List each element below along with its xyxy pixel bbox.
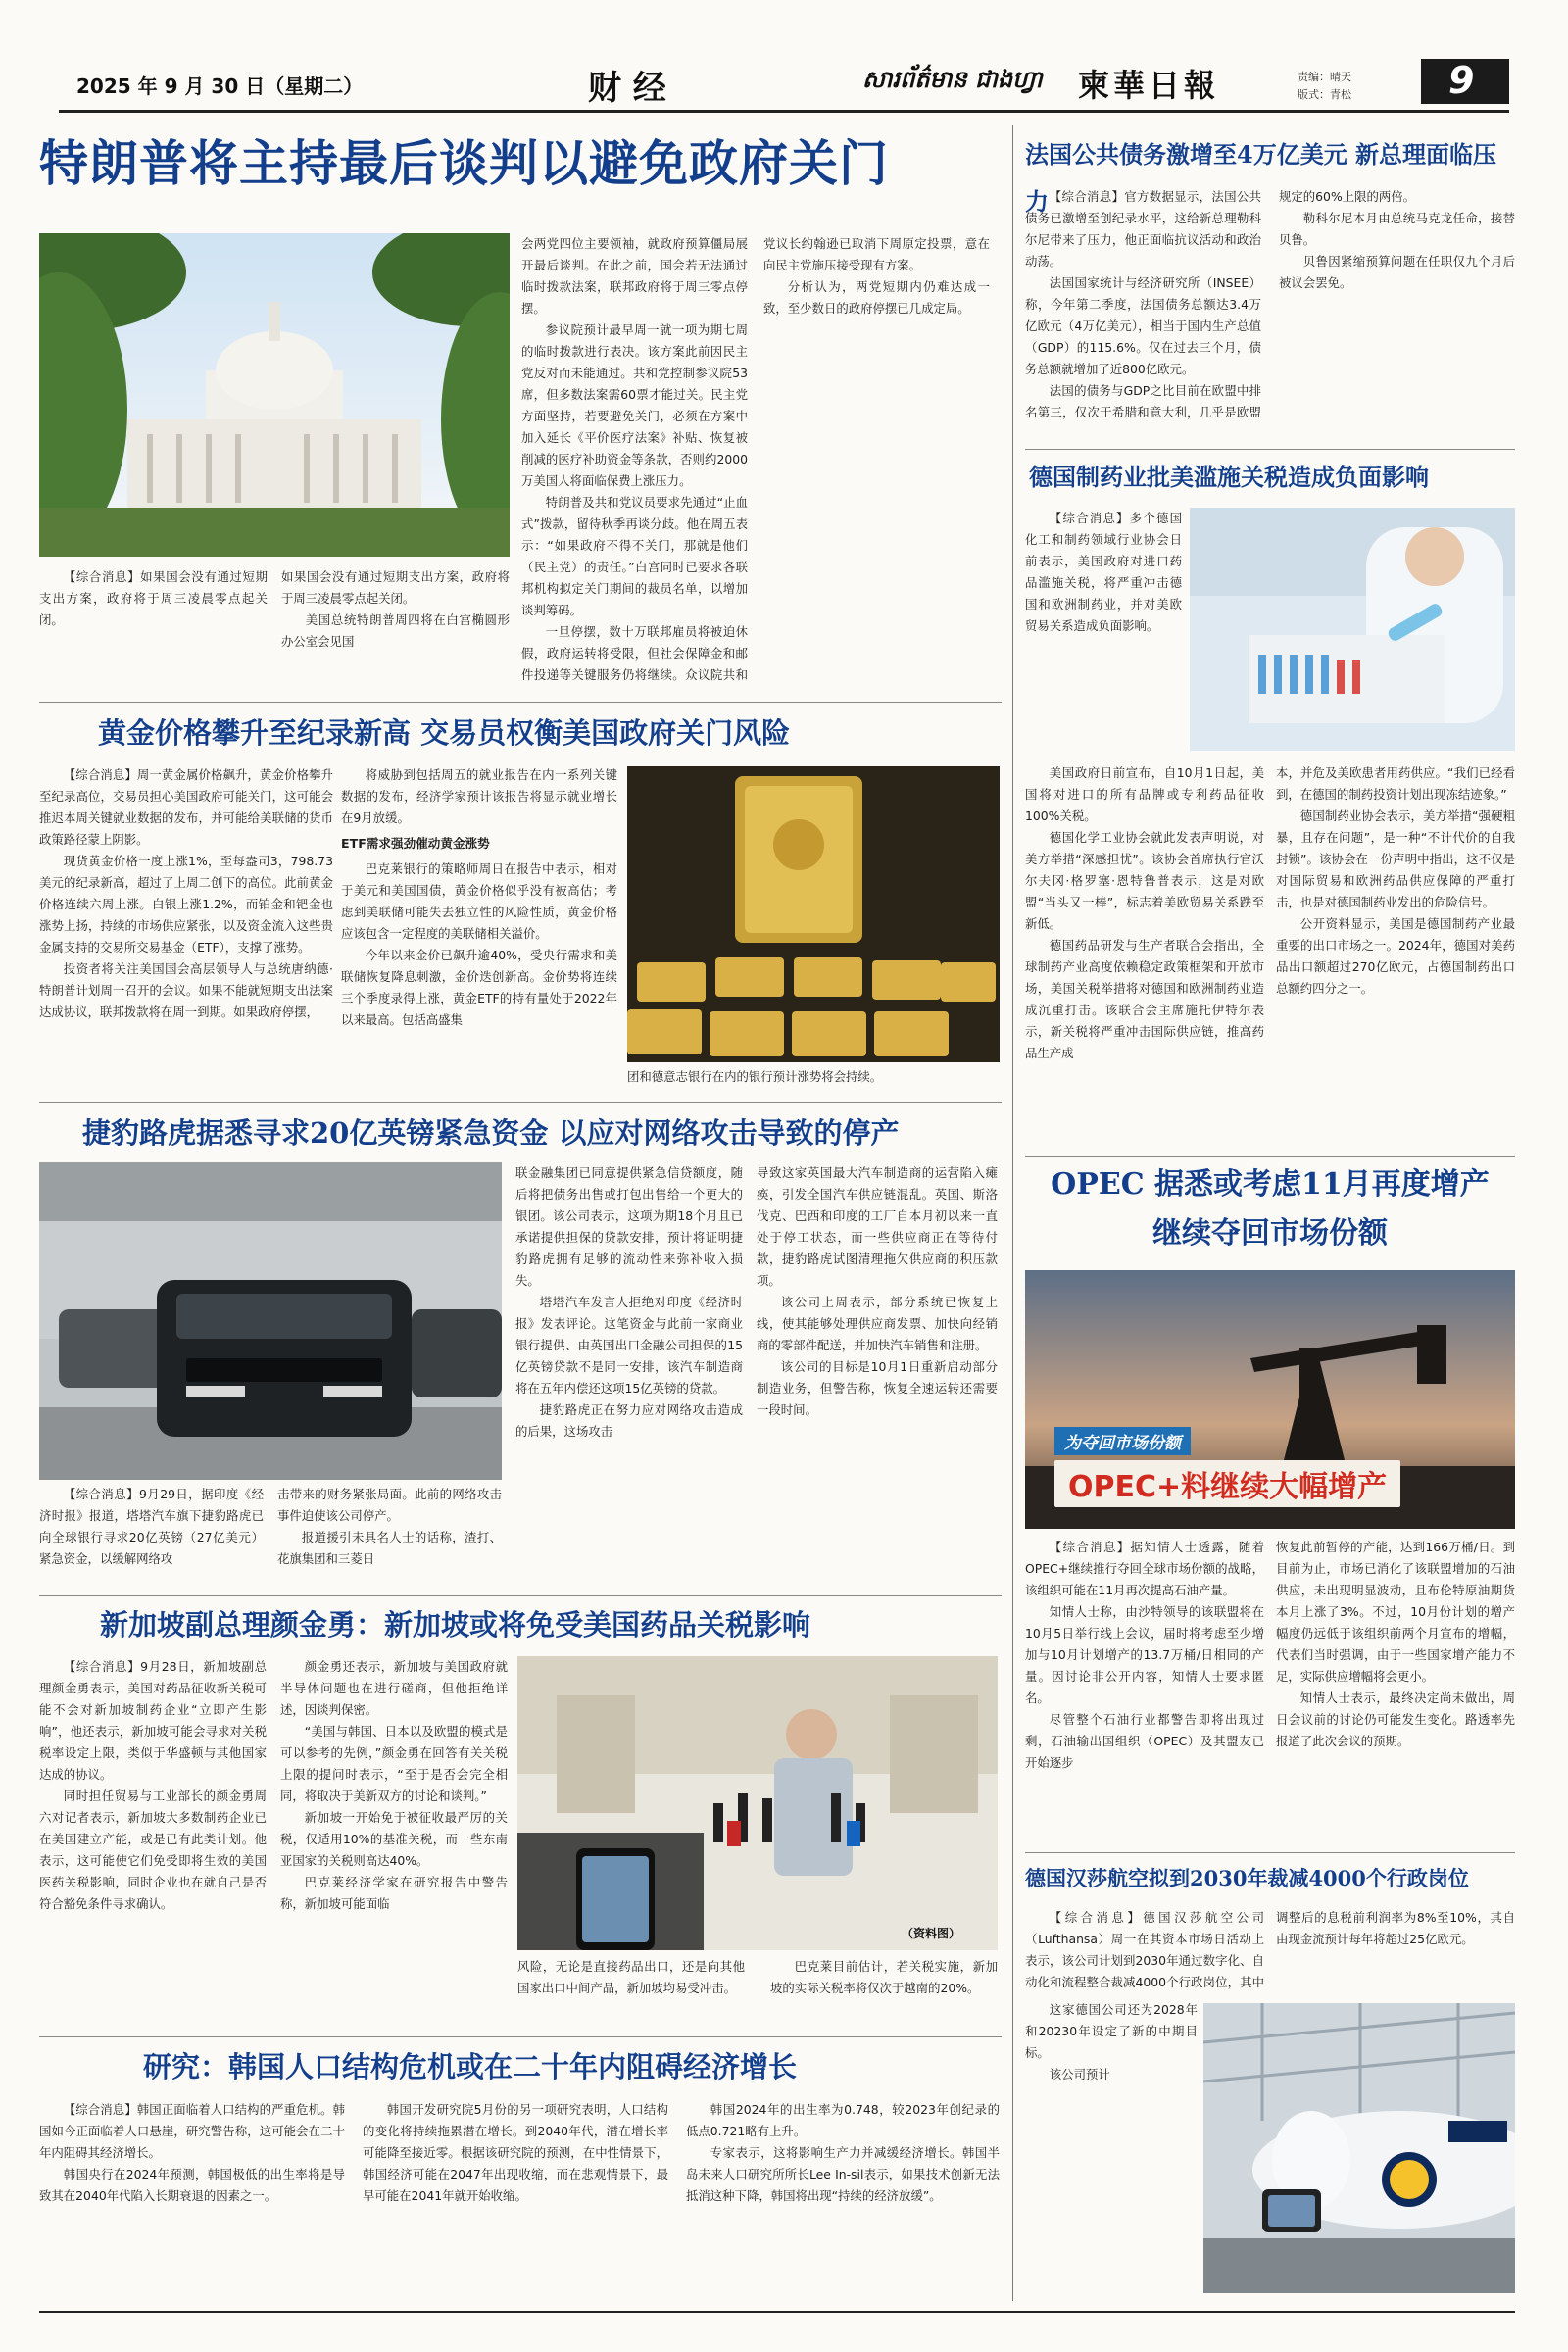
- paragraph: 知情人士表示，最终决定尚未做出，周日会议前的讨论仍可能发生变化。路透率先报道了此次会议的预期。: [1276, 1690, 1515, 1748]
- paragraph: 如果国会没有通过短期支出方案，政府将于周三凌晨零点起关闭。: [281, 569, 510, 606]
- paragraph: 专家表示，这将影响生产力并减缓经济增长。韩国半岛未来人口研究所所长Lee In-sil表示，如果技术创新无法抵消这种下降，韩国将出现“持续的经济放缓”。: [686, 2145, 1000, 2203]
- divider: [39, 2036, 1002, 2037]
- paragraph: 【综合消息】官方数据显示，法国公共债务已激增至创纪录水平，这给新总理勒科尔尼带来了压力，他正面临抗议活动和政治动荡。: [1025, 189, 1261, 269]
- editor-credit: 责编：晴天: [1298, 71, 1351, 83]
- lufthansa-plane-photo: [1203, 2003, 1515, 2293]
- jlr-col4: [757, 1162, 998, 1593]
- paragraph: 风险，无论是直接药品出口，还是向其他国家出口中间产品，新加坡均易受冲击。: [517, 1959, 745, 1995]
- section-title: 财 经: [588, 69, 666, 108]
- divider: [1025, 449, 1515, 450]
- paragraph: 参议院预计最早周一就一项为期七周的临时拨款进行表决。该方案此前因民主党反对而未能通过。共和党控制参议院53席，但多数法案需60票才能过关。民主党方面坚持，若要避免关门，必须在方案中加入延长《平价医疗法案》补贴、恢复被削减的医疗补助资金等条款，否则约2000万美国人将面临保费上涨压力。: [521, 322, 748, 488]
- opec-banner-small: 为夺回市场份额: [1054, 1427, 1191, 1455]
- range-rover-photo: [39, 1162, 502, 1480]
- paragraph: 勒科尔尼本月由总统马克龙任命，接替贝鲁。: [1279, 211, 1515, 247]
- header-rule: [59, 110, 1509, 113]
- sg-col2: [280, 1656, 508, 1958]
- paragraph: 导致这家英国最大汽车制造商的运营陷入瘫痪，引发全国汽车供应链混乱。英国、斯洛伐克、巴西和印度的工厂自本月初以来一直处于停工状态，而一些供应商正在等待付款，捷豹路虎试图清理拖欠供应商的积压款项。: [757, 1165, 998, 1288]
- paragraph: 贝鲁因紧缩预算问题在任职仅九个月后被议会罢免。: [1279, 254, 1515, 290]
- paragraph: 报道援引未具名人士的话称，渣打、花旗集团和三菱日: [277, 1530, 502, 1566]
- capitol-photo: [39, 233, 510, 557]
- paragraph: 今年以来金价已飙升逾40%，受央行需求和美联储恢复降息刺激，金价迭创新高。金价势将连续三个季度录得上涨，黄金ETF的持有量处于2022年以来最高。包括高盛集: [341, 948, 617, 1027]
- pharma-body-right: [1276, 762, 1515, 1154]
- headline-trump: 特朗普将主持最后谈判以避免政府关门: [39, 134, 889, 192]
- masthead-khmer: សារព័ត៌មាន ជាងហ្វា: [862, 66, 1043, 93]
- paragraph: 韩国2024年的出生率为0.748，较2023年创纪录的低点0.721略有上升。: [686, 2102, 1000, 2138]
- divider: [39, 702, 1002, 703]
- opec-body-right: [1276, 1537, 1515, 1850]
- lufthansa-intro-right: [1276, 1907, 1515, 1995]
- pharma-body-left: [1025, 762, 1264, 1154]
- column-divider: [1012, 125, 1013, 2301]
- paragraph: 本，并危及美欧患者用药供应。“我们已经看到，在德国的制药投资计划出现冻结迹象。”: [1276, 765, 1515, 802]
- page-header: [0, 0, 1568, 118]
- paragraph: 该公司的目标是10月1日重新启动部分制造业务，但警告称，恢复全速运转还需要一段时间。: [757, 1359, 998, 1417]
- paragraph: 捷豹路虎正在努力应对网络攻击造成的后果，这场攻击: [515, 1402, 743, 1439]
- paragraph: 颜金勇还表示，新加坡与美国政府就半导体问题也在进行磋商，但他拒绝详述，因谈判保密。: [280, 1659, 508, 1717]
- paragraph: 特朗普及共和党议员要求先通过“止血式”拨款，留待秋季再谈分歧。他在周五表示：“如果政府不得不关门，那就是他们（民主党）的责任。”白宫同时已要求各联邦机构拟定关门期间的裁员名单，以增加谈判筹码。: [521, 495, 748, 617]
- paragraph: 团和德意志银行在内的银行预计涨势将会持续。: [627, 1069, 883, 1084]
- paragraph: 公开资料显示，美国是德国制药产业最重要的出口市场之一。2024年，德国对美药品出口额超过270亿欧元，占德国制药出口总额约四分之一。: [1276, 916, 1515, 996]
- paragraph: 这家德国公司还为2028年和20230年设定了新的中期目标。: [1025, 2002, 1198, 2060]
- headline-opec-line2: 继续夺回市场份额: [1152, 1216, 1388, 1250]
- page-number: 9: [1448, 59, 1475, 102]
- paragraph: 该公司预计: [1049, 2067, 1110, 2082]
- jlr-col3: [515, 1162, 743, 1593]
- headline-france: 法国公共债务激增至4万亿美元 新总理面临压力: [1025, 140, 1497, 216]
- gold-body-bottom: [627, 1066, 1000, 1090]
- subheading: ETF需求强劲催动黄金涨势: [341, 836, 490, 851]
- layout-credit: 版式：青松: [1298, 88, 1351, 101]
- paragraph: 【综合消息】德国汉莎航空公司（Lufthansa）周一在其资本市场日活动上表示，该公司计划到2030年通过数字化、自动化和流程整合裁减4000个行政岗位，其中: [1025, 1910, 1264, 1989]
- paragraph: 德国制药业协会表示，美方举措“强硬粗暴，且存在问题”，是一种“不计代价的自我封锁”。该协会在一份声明中指出，这不仅是对国际贸易和欧洲药品供应保障的严重打击，也是对德国制药业发出的危险信号。: [1276, 808, 1515, 909]
- footer-rule: [39, 2311, 1515, 2313]
- korea-col3: [686, 2099, 1000, 2305]
- paragraph: 投资者将关注美国国会高层领导人与总统唐纳德·特朗普计划周一召开的会议。如果不能就短期支出法案达成协议，联邦拨款将在周一到期。如果政府停摆，: [39, 961, 333, 1019]
- france-body: [1025, 186, 1515, 443]
- opec-banner-big: OPEC+料继续大幅增产: [1054, 1460, 1400, 1507]
- headline-german-pharma: 德国制药业批美滥施关税造成负面影响: [1029, 463, 1429, 491]
- paragraph: 击带来的财务紧张局面。此前的网络攻击事件迫使该公司停产。: [277, 1487, 502, 1523]
- paragraph: 【综合消息】多个德国化工和制药领域行业协会日前表示，美国政府对进口药品滥施关税，将严重冲击德国和欧洲制药业，并对美欧贸易关系造成负面影响。: [1025, 511, 1182, 633]
- headline-jlr: 捷豹路虎据悉寻求20亿英镑紧急资金 以应对网络攻击导致的停产: [82, 1116, 900, 1150]
- jlr-body-left: [39, 1484, 502, 1592]
- paragraph: 【综合消息】如果国会没有通过短期支出方案，政府将于周三凌晨零点起关闭。: [39, 569, 268, 627]
- header-date: 2025 年 9 月 30 日（星期二）: [76, 74, 364, 98]
- sg-col1: [39, 1656, 267, 1958]
- paragraph: 韩国央行在2024年预测，韩国极低的出生率将是导致其在2040年代陷入长期衰退的因素之一。: [39, 2167, 345, 2203]
- paragraph: 分析认为，两党短期内仍难达成一致，至少数日的政府停摆已几成定局。: [763, 279, 990, 316]
- gold-body-right: [341, 764, 617, 1086]
- paragraph: 巴克莱经济学家在研究报告中警告称，新加坡可能面临: [280, 1875, 508, 1911]
- paragraph: 【综合消息】周一黄金属价格飙升，黄金价格攀升至纪录高位，交易员担心美国政府可能关门，这可能会推迟本周关键就业数据的发布，并可能给美联储的货币政策路径蒙上阴影。: [39, 767, 333, 847]
- sg-bottom-left: [517, 1956, 745, 2031]
- paragraph: 韩国开发研究院5月份的另一项研究表明，人口结构的变化将持续拖累潜在增长。到2040年代，潜在增长率可能降至接近零。根据该研究院的预测，在中性情景下，韩国经济可能在2047年出现收缩，而在悲观情景下，最早可能在2041年就开始收缩。: [363, 2102, 668, 2203]
- masthead-chinese: 柬華日報: [1078, 67, 1220, 104]
- paragraph: 会两党四位主要领袖，就政府预算僵局展开最后谈判。在此之前，国会若无法通过临时拨款法案，联邦政府将于周三零点停摆。: [521, 236, 748, 316]
- opec-body-left: [1025, 1537, 1264, 1850]
- divider: [39, 1595, 1002, 1596]
- paragraph: 调整后的息税前利润率为8%至10%，其自由现金流预计每年将超过25亿欧元。: [1276, 1910, 1515, 1946]
- paragraph: 巴克莱目前估计，若关税实施，新加坡的实际关税率将仅次于越南的20%。: [770, 1959, 998, 1995]
- paragraph: 联金融集团已同意提供紧急信贷额度，随后将把债务出售或打包出售给一个更大的银团。该公司表示，这项为期18个月且已承诺提供担保的贷款安排，预计将证明捷豹路虎拥有足够的流动性来弥补收入损失。: [515, 1165, 743, 1288]
- pharma-intro: [1025, 508, 1182, 760]
- paragraph: 【综合消息】韩国正面临着人口结构的严重危机。韩国如今正面临着人口悬崖，研究警告称，这可能会在二十年内阻碍其经济增长。: [39, 2102, 345, 2160]
- paragraph: 法国的债务与GDP之比目前在欧盟中排名第三，仅次于希腊和意大利，几乎是欧盟规定的60%上限的两倍。: [1025, 189, 1416, 419]
- paragraph: 巴克莱银行的策略师周日在报告中表示，相对于美元和美国国债，黄金价格似乎没有被高估；考虑到美联储可能失去独立性的风险性质，黄金价格应该包含一定程度的美联储相关溢价。: [341, 861, 617, 941]
- paragraph: 法国国家统计与经济研究所（INSEE）称，今年第二季度，法国债务总额达3.4万亿欧元（4万亿美元），相当于国内生产总值（GDP）的115.6%。仅在过去三个月，债务总额就增加了近800亿欧元。: [1025, 275, 1261, 376]
- korea-col1: [39, 2099, 345, 2305]
- paragraph: 德国药品研发与生产者联合会指出，全球制药产业高度依赖稳定政策框架和开放市场，美国关税举措将对德国和欧洲制药业造成沉重打击。该联合会主席施托伊特尔表示，新关税将严重冲击国际供应链，推高药品生产成: [1025, 938, 1264, 1060]
- trump-body-main: [521, 233, 990, 696]
- paragraph: 美国总统特朗普周四将在白宫椭圆形办公室会见国: [281, 612, 510, 649]
- paragraph: 德国化学工业协会就此发表声明说，对美方举措“深感担忧”。该协会首席执行官沃尔夫冈·格罗塞·恩特鲁普表示，这是对欧盟“当头又一棒”，标志着美欧贸易关系跌至新低。: [1025, 830, 1264, 931]
- paragraph: 新加坡一开始免于被征收最严厉的关税，仅适用10%的基准关税，而一些东南亚国家的关税则高达40%。: [280, 1810, 508, 1868]
- paragraph: 将威胁到包括周五的就业报告在内一系列关键数据的发布，经济学家预计该报告将显示就业增长在9月放缓。: [341, 767, 617, 825]
- headline-korea: 研究：韩国人口结构危机或在二十年内阻碍经济增长: [143, 2050, 798, 2083]
- paragraph: 同时担任贸易与工业部长的颜金勇周六对记者表示，新加坡大多数制药企业已在美国建立产能，或是已有此类计划。他表示，这可能使它们免受即将生效的美国医药关税影响，同时企业也在就自己是否符合豁免条件寻求确认。: [39, 1788, 267, 1911]
- headline-lufthansa: 德国汉莎航空拟到2030年裁减4000个行政岗位: [1025, 1866, 1469, 1890]
- paragraph: 恢复此前暂停的产能，达到166万桶/日。到目前为止，市场已消化了该联盟增加的石油供应，未出现明显波动，且布伦特原油期货本月上涨了3%。不过，10月份计划的增产幅度仍远低于该组织前两个月宣布的增幅，代表们当时强调，由于一些国家增产能力不足，实际供应增幅将会更小。: [1276, 1540, 1515, 1684]
- photo-caption: （资料图）: [902, 1927, 961, 1940]
- lufthansa-intro-left: [1025, 1907, 1264, 1995]
- paragraph: 该公司上周表示，部分系统已恢复上线，使其能够处理供应商发票、加快向经销商的零部件配送，并加快汽车销售和注册。: [757, 1295, 998, 1352]
- trump-body-left: [39, 566, 510, 696]
- paragraph: 美国政府日前宣布，自10月1日起，美国将对进口的所有品牌或专利药品征收100%关税。: [1025, 765, 1264, 823]
- korea-col2: [363, 2099, 668, 2305]
- headline-gold: 黄金价格攀升至纪录新高 交易员权衡美国政府关门风险: [98, 716, 791, 750]
- paragraph: 尽管整个石油行业都警告即将出现过剩，石油输出国组织（OPEC）及其盟友已开始逐步: [1025, 1712, 1264, 1770]
- sg-bottom-right: [770, 1956, 998, 2031]
- divider: [1025, 1852, 1515, 1853]
- paragraph: 【综合消息】9月28日，新加坡副总理颜金勇表示，美国对药品征收新关税可能不会对新加坡制药企业“立即产生影响”，他还表示，新加坡可能会寻求对关税税率设定上限，类似于华盛顿与其他国家达成的协议。: [39, 1659, 267, 1782]
- press-conference-photo: [517, 1656, 998, 1950]
- paragraph: 【综合消息】据知情人士透露，随着OPEC+继续推行夺回全球市场份额的战略，该组织可能在11月再次提高石油产量。: [1025, 1540, 1264, 1597]
- paragraph: “美国与韩国、日本以及欧盟的模式是可以参考的先例，”颜金勇在回答有关关税上限的提问时表示，“至于是否会完全相同，将取决于美新双方的讨论和谈判。”: [280, 1724, 508, 1803]
- gold-bars-photo: [627, 766, 1000, 1062]
- lab-photo: [1190, 508, 1515, 751]
- paragraph: 现货黄金价格一度上涨1%，至每盎司3，798.73美元的纪录新高，超过了上周二创下的高位。此前黄金价格连续六周上涨。白银上涨1.2%，而铂金和钯金也涨势上扬，持续的市场供应紧张，以及资金流入这些贵金属支持的交易所交易基金（ETF），支撑了涨势。: [39, 854, 333, 955]
- divider: [1025, 1156, 1515, 1157]
- gold-body-left: [39, 764, 333, 1086]
- paragraph: 一旦停摆，数十万联邦雇员将被迫休假，政府运转将受限，但社会保障金和邮件投递等关键服务仍将继续。众议院共和党议长约翰逊已取消下周原定投票，意在向民主党施压接受现有方案。: [521, 236, 990, 682]
- headline-opec-line1: OPEC 据悉或考虑11月再度增产: [1051, 1167, 1490, 1201]
- paragraph: 塔塔汽车发言人拒绝对印度《经济时报》发表评论。这笔资金与此前一家商业银行提供、由英国出口金融公司担保的15亿英镑贷款不是同一安排，该汽车制造商将在五年内偿还这项15亿英镑的贷款。: [515, 1295, 743, 1396]
- paragraph: 【综合消息】9月29日，据印度《经济时报》报道，塔塔汽车旗下捷豹路虎已向全球银行寻求20亿英镑（27亿美元）紧急资金，以缓解网络攻: [39, 1487, 264, 1566]
- lufthansa-body: [1025, 1999, 1198, 2305]
- paragraph: 知情人士称，由沙特领导的该联盟将在10月5日举行线上会议，届时将考虑至少增加与10月计划增产的13.7万桶/日相同的产量。因讨论非公开内容，知情人士要求匿名。: [1025, 1604, 1264, 1705]
- headline-singapore: 新加坡副总理颜金勇：新加坡或将免受美国药品关税影响: [100, 1608, 811, 1642]
